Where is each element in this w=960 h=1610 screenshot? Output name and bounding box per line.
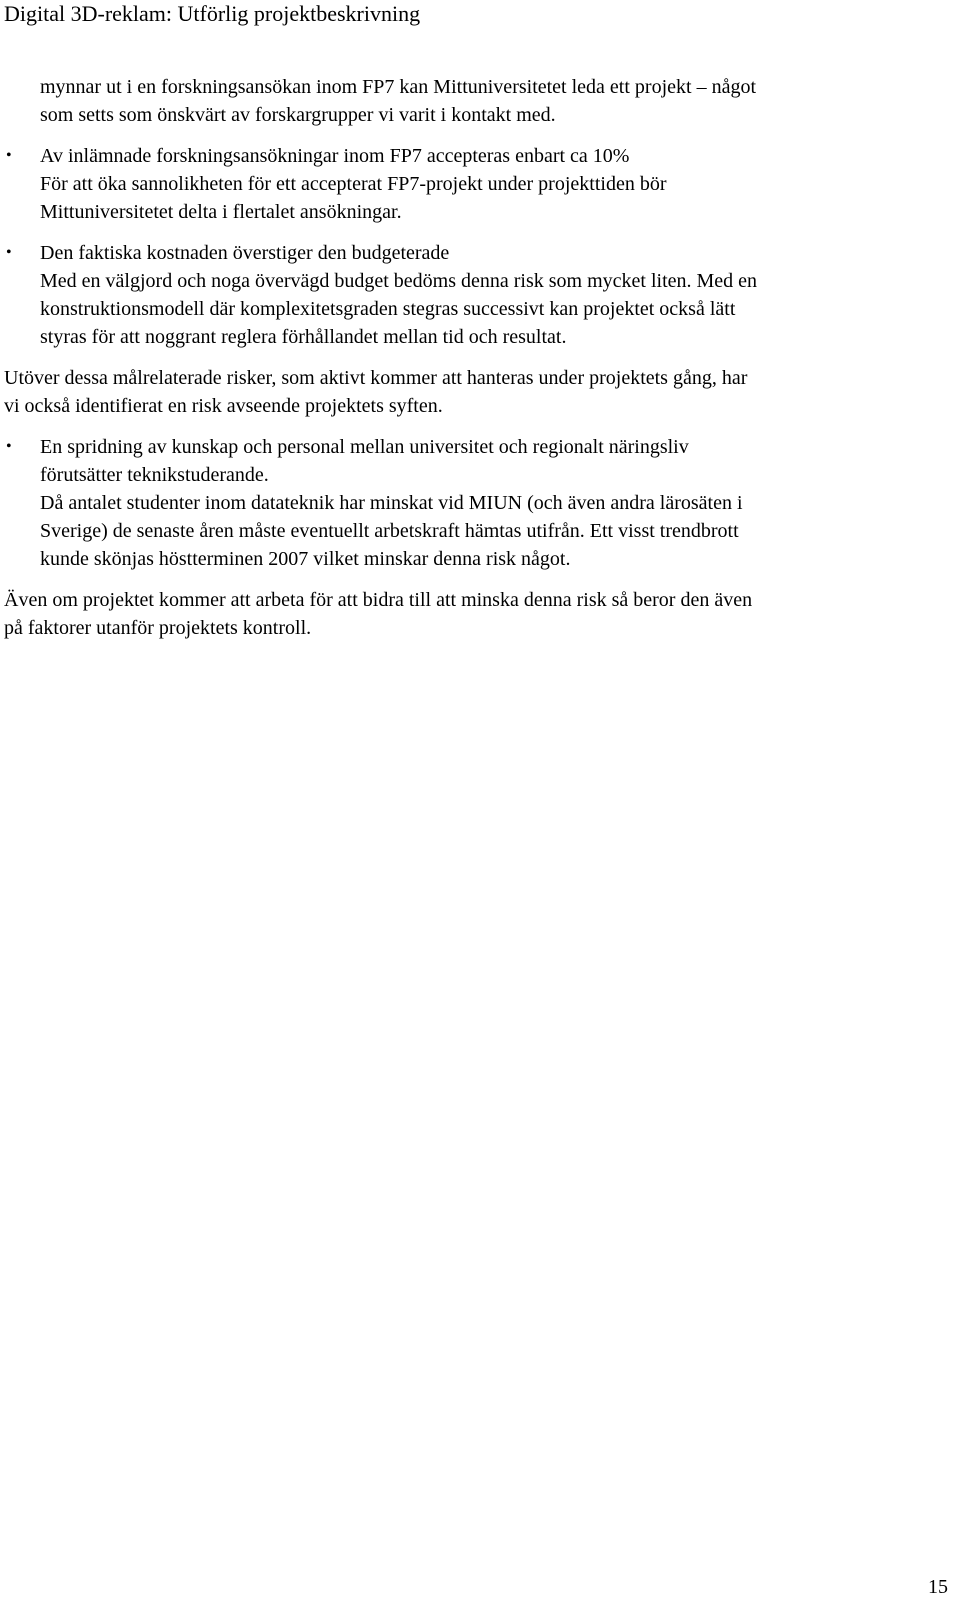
text-line: konstruktionsmodell där komplexitetsgraden stegras successivt kan projektet också lätt [40, 298, 736, 320]
page-content [4, 73, 948, 642]
page-header-title: Digital 3D-reklam: Utförlig projektbeskrivning [4, 1, 421, 26]
text-line: Den faktiska kostnaden överstiger den budgeterade [40, 242, 450, 264]
text-line: En spridning av kunskap och personal mellan universitet och regionalt näringsliv [40, 436, 689, 458]
continuation-paragraph [4, 73, 948, 129]
bullet-item-knowledge-spread [4, 433, 948, 573]
paragraph-conclusion [4, 586, 948, 642]
text-line: på faktorer utanför projektets kontroll. [4, 617, 312, 639]
text-line: Av inlämnade forskningsansökningar inom FP7 accepteras enbart ca 10% [40, 145, 630, 167]
text-line: Med en välgjord och noga övervägd budget bedöms denna risk som mycket liten. Med en [40, 270, 758, 292]
bullet-icon: • [6, 244, 12, 261]
text-line: förutsätter teknikstuderande. [40, 464, 269, 486]
text-line: vi också identifierat en risk avseende projektets syften. [4, 395, 443, 417]
text-line: Då antalet studenter inom datateknik har minskat vid MIUN (och även andra lärosäten i [40, 492, 743, 514]
bullet-icon: • [6, 438, 12, 455]
bullet-item-budget-risk [4, 239, 948, 351]
text-line: kunde skönjas höstterminen 2007 vilket minskar denna risk något. [40, 548, 571, 570]
bullet-icon: • [6, 147, 12, 164]
text-line: För att öka sannolikheten för ett accepterat FP7-projekt under projekttiden bör [40, 173, 667, 195]
text-line: Mittuniversitetet delta i flertalet ansökningar. [40, 201, 402, 223]
paragraph-goal-risks [4, 364, 948, 420]
bullet-item-fp7-acceptance [4, 142, 948, 226]
text-line: mynnar ut i en forskningsansökan inom FP7 kan Mittuniversitetet leda ett projekt – något [40, 76, 756, 98]
text-line: som setts som önskvärt av forskargrupper vi varit i kontakt med. [40, 104, 556, 126]
text-line: Utöver dessa målrelaterade risker, som aktivt kommer att hanteras under projektets gång, har [4, 367, 748, 389]
text-line: Sverige) de senaste åren måste eventuellt arbetskraft hämtas utifrån. Ett visst trendbrott [40, 520, 739, 542]
text-line: Även om projektet kommer att arbeta för att bidra till att minska denna risk så beror den även [4, 589, 753, 611]
text-line: styras för att noggrant reglera förhållandet mellan tid och resultat. [40, 326, 567, 348]
page-number: 15 [928, 1576, 948, 1598]
